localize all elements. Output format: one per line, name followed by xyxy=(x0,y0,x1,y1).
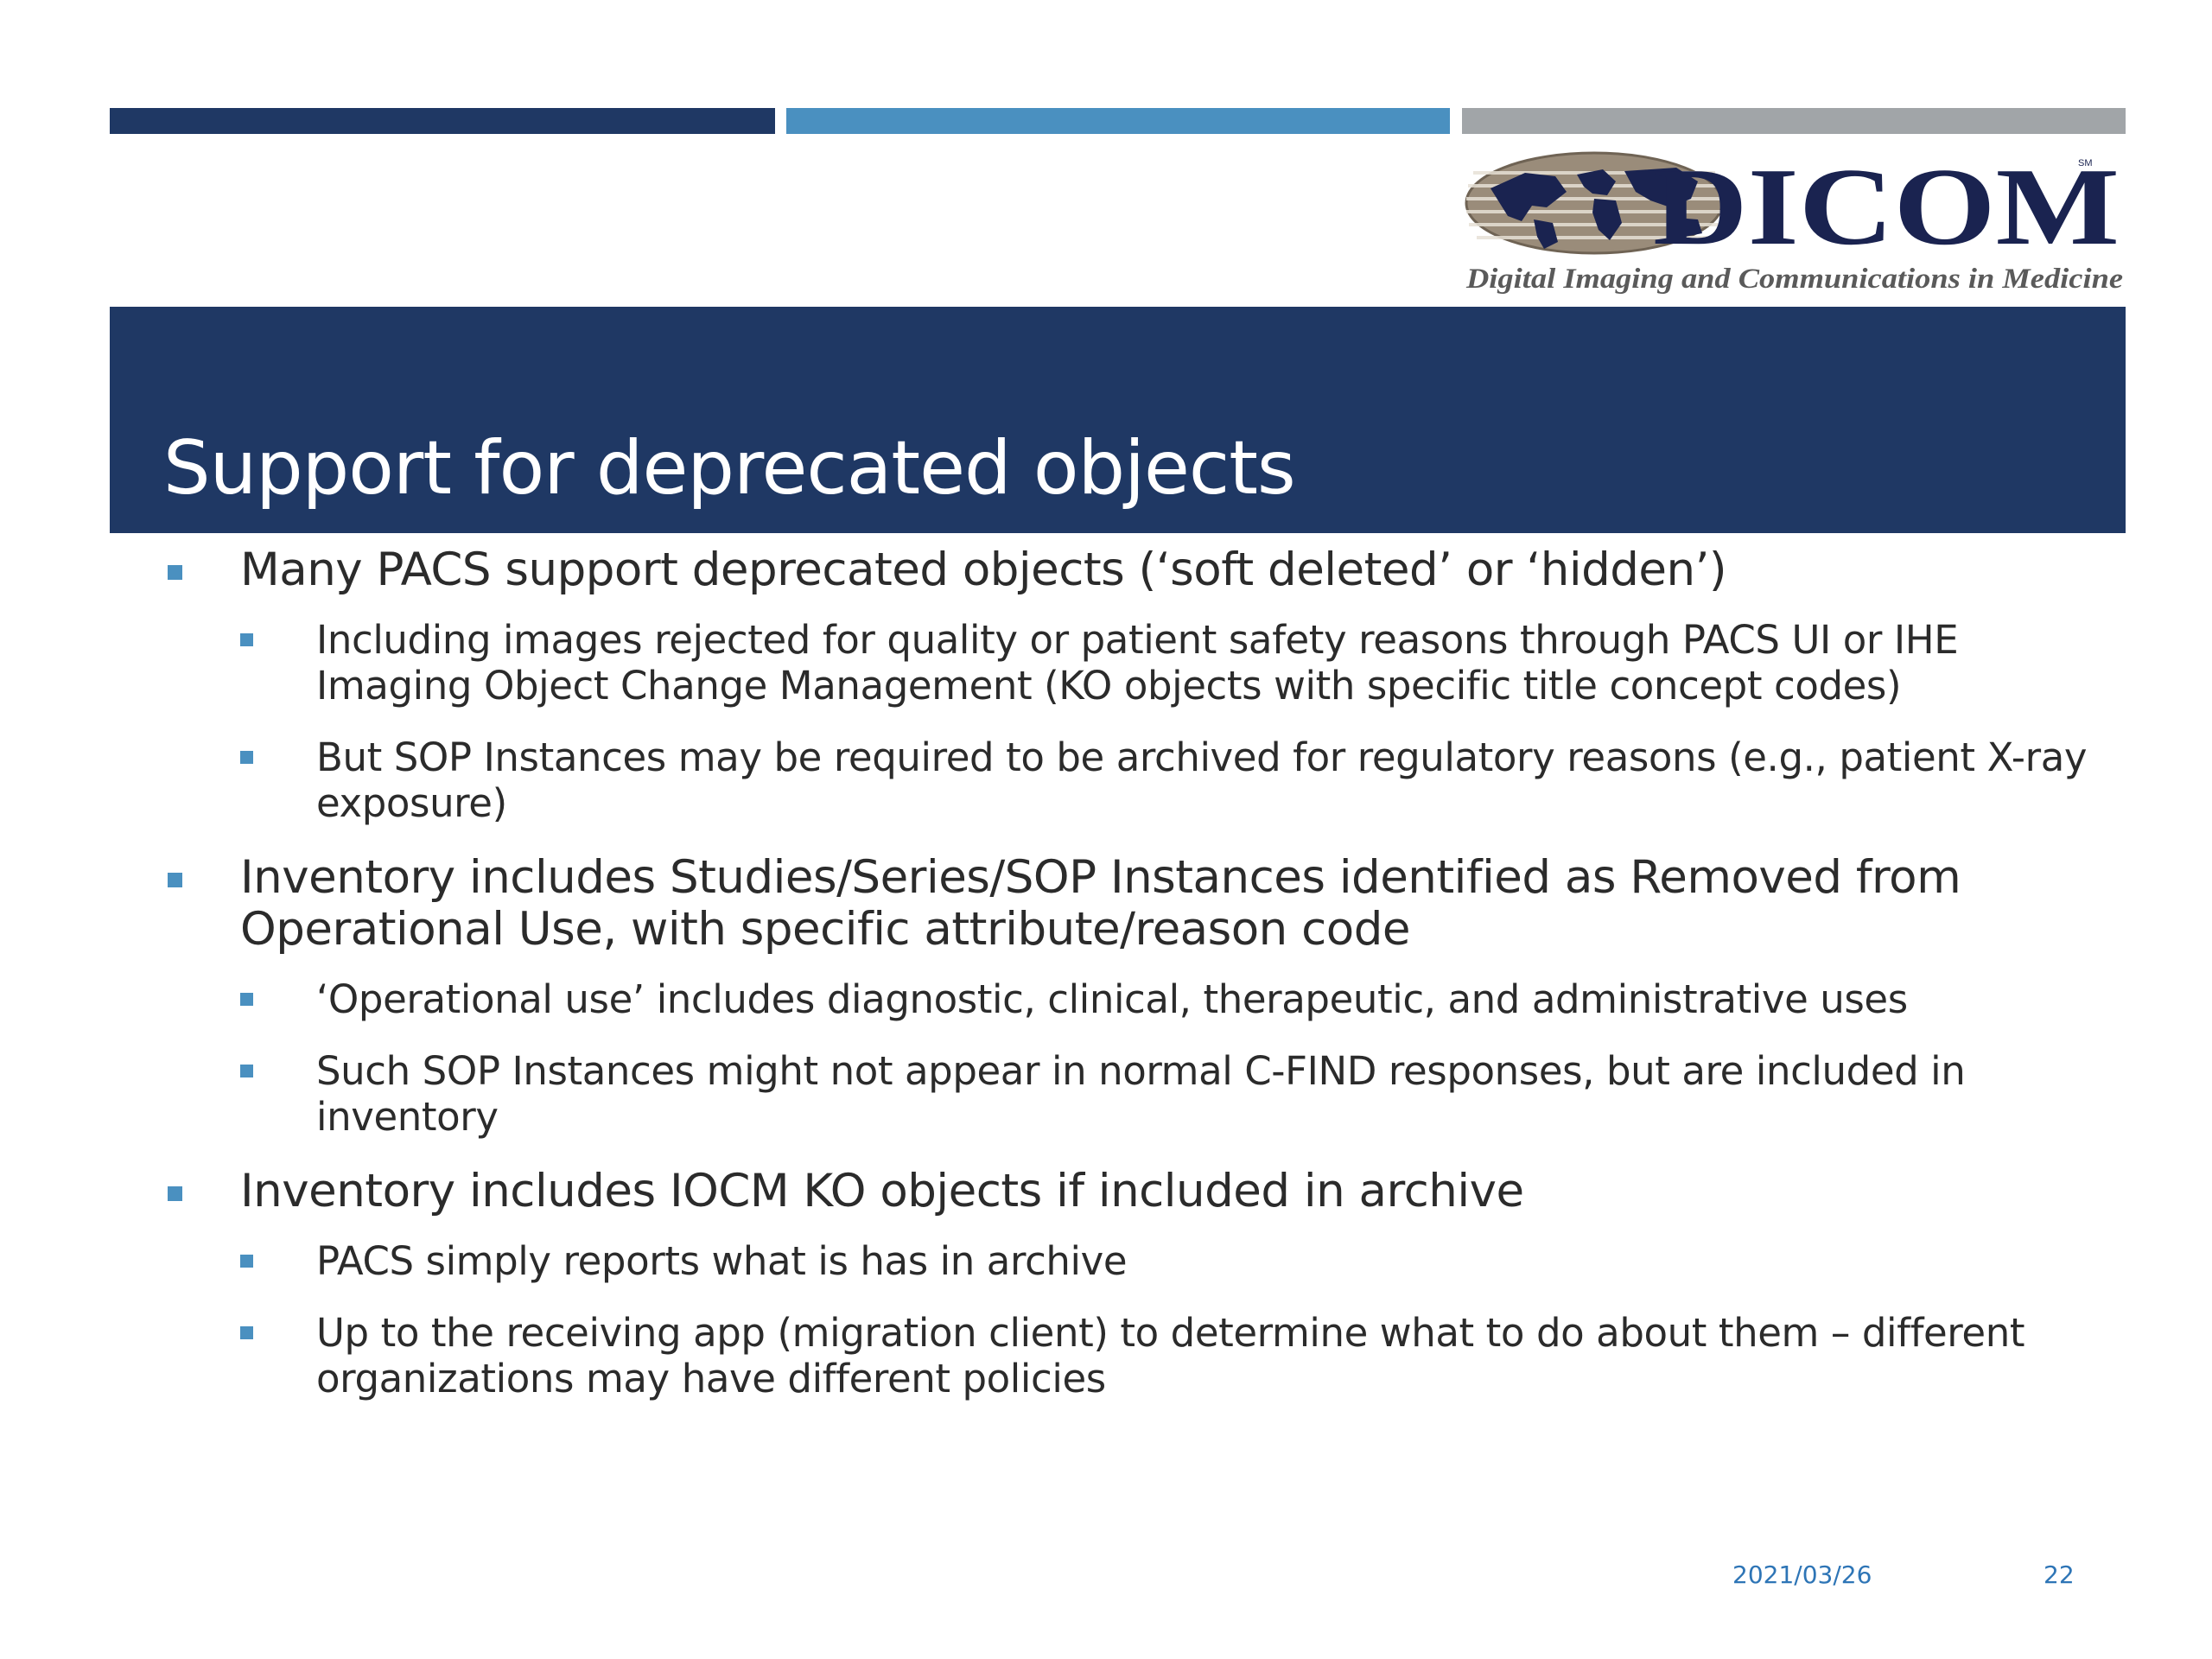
logo-tagline: Digital Imaging and Communications in Medicine xyxy=(1465,264,2123,295)
bullet-item xyxy=(164,544,2108,826)
sub-bullet-list xyxy=(240,617,2108,826)
bullet-text: Inventory includes Studies/Series/SOP Instances identified as Removed from Operational Use, with specific attribute/reason code xyxy=(240,851,1961,956)
accent-bar-gray xyxy=(1462,108,2126,134)
bullet-item xyxy=(164,1166,2108,1402)
sub-bullet-item xyxy=(240,976,2108,1022)
logo-wordmark: DICOM xyxy=(1653,147,2120,268)
slide-title: Support for deprecated objects xyxy=(163,425,1295,512)
sub-bullet-item xyxy=(240,617,2108,709)
footer-date: 2021/03/26 xyxy=(1732,1560,1872,1589)
sub-bullet-text: PACS simply reports what is has in archive xyxy=(316,1238,1128,1284)
sub-bullet-item xyxy=(240,1048,2108,1140)
sub-bullet-item xyxy=(240,734,2108,826)
bullet-text: Many PACS support deprecated objects (‘soft deleted’ or ‘hidden’) xyxy=(240,543,1727,596)
bullet-text: Inventory includes IOCM KO objects if included in archive xyxy=(240,1165,1524,1217)
square-bullet-icon xyxy=(240,751,253,764)
accent-bar-blue xyxy=(786,108,1450,134)
sub-bullet-item xyxy=(240,1238,2108,1284)
page-number: 22 xyxy=(2044,1560,2075,1589)
sub-bullet-text: But SOP Instances may be required to be archived for regulatory reasons (e.g., patient X-ray exposure) xyxy=(316,734,2088,826)
sub-bullet-list xyxy=(240,1238,2108,1402)
bullet-list xyxy=(164,544,2108,1427)
accent-bar-navy xyxy=(110,108,775,134)
dicom-logo xyxy=(1465,147,2126,298)
square-bullet-icon xyxy=(240,1065,253,1077)
sub-bullet-text: Up to the receiving app (migration client) to determine what to do about them – different organizations may have different policies xyxy=(316,1310,2025,1402)
square-bullet-icon xyxy=(168,873,182,887)
square-bullet-icon xyxy=(168,1186,182,1201)
square-bullet-icon xyxy=(240,993,253,1006)
square-bullet-icon xyxy=(240,633,253,646)
sub-bullet-list xyxy=(240,976,2108,1140)
square-bullet-icon xyxy=(168,565,182,580)
sub-bullet-item xyxy=(240,1310,2108,1402)
sub-bullet-text: Such SOP Instances might not appear in normal C-FIND responses, but are included in inventory xyxy=(316,1048,1966,1140)
service-mark: SM xyxy=(2078,158,2093,168)
square-bullet-icon xyxy=(240,1255,253,1268)
title-band xyxy=(110,307,2126,533)
sub-bullet-text: ‘Operational use’ includes diagnostic, clinical, therapeutic, and administrative uses xyxy=(316,976,1908,1022)
square-bullet-icon xyxy=(240,1326,253,1339)
bullet-item xyxy=(164,852,2108,1140)
sub-bullet-text: Including images rejected for quality or patient safety reasons through PACS UI or IHE Imaging Object Change Management (KO objects with specific title concept codes) xyxy=(316,617,1959,709)
